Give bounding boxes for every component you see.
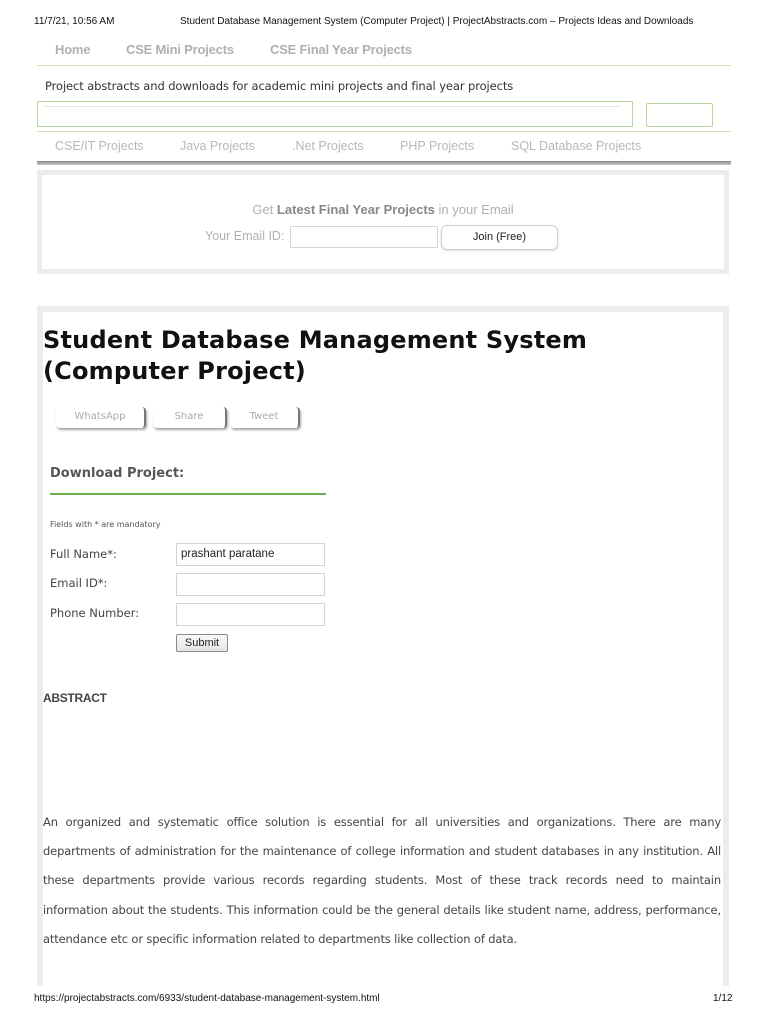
- full-name-label: Full Name*:: [50, 547, 117, 561]
- article-panel: [37, 306, 729, 1024]
- article-title: Student Database Management System (Computer Project): [43, 326, 588, 385]
- category-link-cse-it-projects[interactable]: CSE/IT Projects: [55, 139, 144, 153]
- whatsapp-share-button[interactable]: WhatsApp: [56, 407, 146, 428]
- subscribe-heading-suffix: in your Email: [434, 202, 514, 217]
- page-indicator: 1/12: [713, 993, 733, 1004]
- category-link-net-projects[interactable]: .Net Projects: [292, 139, 364, 153]
- print-datetime: 11/7/21, 10:56 AM: [34, 16, 115, 27]
- site-tagline: Project abstracts and downloads for academic mini projects and final year projects: [45, 79, 514, 93]
- full-name-input[interactable]: prashant paratane: [176, 543, 325, 566]
- print-header: [0, 16, 768, 30]
- search-input-inner-line: [44, 106, 620, 107]
- phone-number-input[interactable]: [176, 603, 325, 626]
- search-button[interactable]: [646, 103, 713, 127]
- subscribe-heading-prefix: Get: [252, 202, 277, 217]
- email-id-input[interactable]: [176, 573, 325, 596]
- join-free-button[interactable]: Join (Free): [441, 225, 558, 250]
- submit-button[interactable]: Submit: [176, 634, 228, 652]
- subscribe-heading: [42, 202, 724, 217]
- email-subscribe-inner: [42, 175, 724, 269]
- top-nav: [37, 38, 731, 66]
- tweet-button[interactable]: Tweet: [230, 407, 300, 428]
- facebook-share-button[interactable]: Share: [153, 407, 227, 428]
- category-link-sql-database-projects[interactable]: SQL Database Projects: [511, 139, 642, 153]
- subscribe-heading-bold: Latest Final Year Projects: [276, 202, 435, 217]
- print-footer: [0, 993, 768, 1007]
- print-footer-url: https://projectabstracts.com/6933/student-database-management-system.html: [34, 993, 380, 1004]
- nav-link-cse-mini-projects[interactable]: CSE Mini Projects: [126, 42, 234, 57]
- phone-number-label: Phone Number:: [50, 606, 140, 620]
- abstract-heading: ABSTRACT: [43, 691, 107, 705]
- nav-link-home[interactable]: Home: [55, 42, 91, 57]
- category-nav: [37, 131, 731, 161]
- print-page-title: Student Database Management System (Computer Project) | ProjectAbstracts.com – Projects Ideas and Downloads: [180, 16, 694, 27]
- subscribe-email-input[interactable]: [290, 226, 438, 248]
- category-link-php-projects[interactable]: PHP Projects: [400, 139, 475, 153]
- subscribe-email-label: Your Email ID:: [205, 229, 285, 243]
- email-id-label: Email ID*:: [50, 576, 108, 590]
- category-nav-divider: [37, 161, 731, 165]
- download-title-underline: [50, 493, 326, 495]
- abstract-body: An organized and systematic office solution is essential for all universities and organizations. There are many departments of administration for the maintenance of college information and student databases in any institution. All these departments provide various records regarding students. Most of these track records need to maintain information about the students. This information could be the general details like student name, address, performance, attendance etc or specific information related to departments like collection of data.: [43, 815, 721, 946]
- article-content: [43, 312, 723, 992]
- category-link-java-projects[interactable]: Java Projects: [180, 139, 256, 153]
- search-input[interactable]: [37, 101, 633, 127]
- mandatory-fields-note: Fields with * are mandatory: [50, 520, 161, 529]
- download-project-title: Download Project:: [50, 466, 185, 481]
- nav-link-cse-final-year-projects[interactable]: CSE Final Year Projects: [270, 42, 412, 57]
- email-subscribe-panel: [37, 170, 729, 274]
